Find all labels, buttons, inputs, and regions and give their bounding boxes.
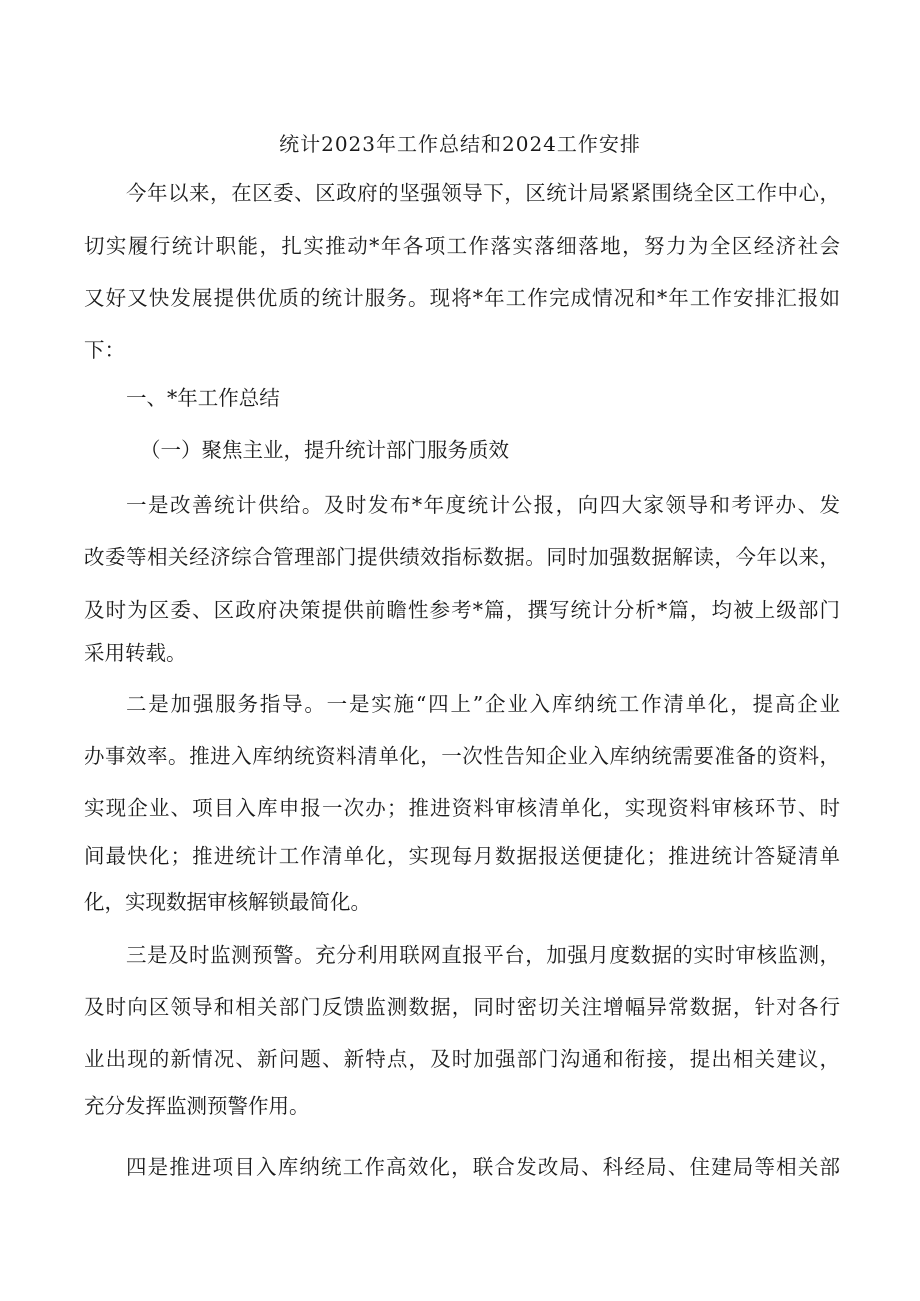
para-3-line-2: 及时向区领导和相关部门反馈监测数据，同时密切关注增幅异常数据，针对各行 [84, 995, 840, 1019]
para-2-line-1: 二是加强服务指导。一是实施“四上”企业入库纳统工作清单化，提高企业 [126, 692, 840, 716]
para-1-line-4: 采用转载。 [84, 641, 187, 665]
intro-line-3: 又好又快发展提供优质的统计服务。现将*年工作完成情况和*年工作安排汇报如 [84, 286, 840, 310]
para-2-line-5: 化，实现数据审核解锁最简化。 [84, 890, 371, 914]
para-3-line-1: 三是及时监测预警。充分利用联网直报平台，加强月度数据的实时审核监测， [126, 943, 840, 967]
para-1-line-3: 及时为区委、区政府决策提供前瞻性参考*篇，撰写统计分析*篇，均被上级部门 [84, 598, 840, 622]
intro-line-1: 今年以来，在区委、区政府的坚强领导下，区统计局紧紧围绕全区工作中心， [126, 181, 840, 205]
para-1-line-1: 一是改善统计供给。及时发布*年度统计公报，向四大家领导和考评办、发 [126, 493, 840, 517]
document-title: 统计2023年工作总结和2024工作安排 [279, 132, 641, 156]
para-2-line-4: 间最快化；推进统计工作清单化，实现每月数据报送便捷化；推进统计答疑清单 [84, 844, 840, 868]
intro-line-4: 下： [84, 338, 125, 362]
para-3-line-4: 充分发挥监测预警作用。 [84, 1094, 310, 1118]
para-1-line-2: 改委等相关经济综合管理部门提供绩效指标数据。同时加强数据解读，今年以来， [84, 545, 840, 569]
section-heading: 一、*年工作总结 [126, 386, 280, 410]
para-2-line-3: 实现企业、项目入库申报一次办；推进资料审核清单化，实现资料审核环节、时 [84, 796, 840, 820]
intro-line-2: 切实履行统计职能，扎实推动*年各项工作落实落细落地，努力为全区经济社会 [84, 234, 840, 258]
subsection-heading: （一）聚焦主业，提升统计部门服务质效 [140, 438, 509, 462]
para-4-line-1: 四是推进项目入库纳统工作高效化，联合发改局、科经局、住建局等相关部 [126, 1155, 840, 1179]
para-2-line-2: 办事效率。推进入库纳统资料清单化，一次性告知企业入库纳统需要准备的资料， [84, 744, 840, 768]
para-3-line-3: 业出现的新情况、新问题、新特点，及时加强部门沟通和衔接，提出相关建议， [84, 1047, 840, 1071]
